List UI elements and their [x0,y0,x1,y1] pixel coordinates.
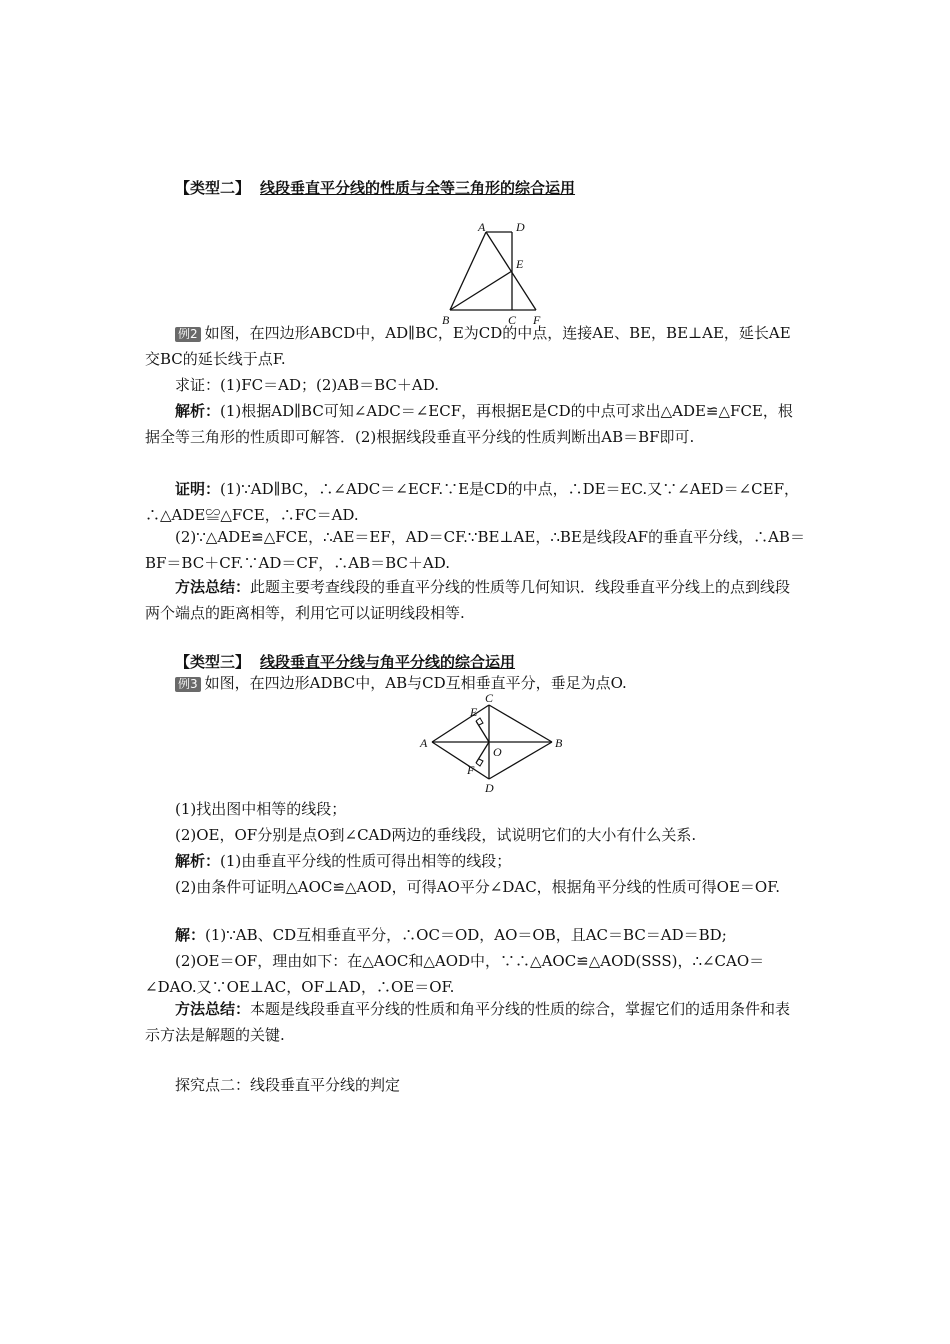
section-tag: 【类型二】 [175,179,251,197]
example-3-analysis-2: (2)由条件可证明△AOC≌△AOD，可得AO平分∠DAC，根据角平分线的性质可得OE＝OF. [175,878,781,896]
section-title: 线段垂直平分线的性质与全等三角形的综合运用 [260,179,576,197]
example-3-summary [145,996,805,1048]
explore-point-2-heading: 探究点二：线段垂直平分线的判定 [175,1076,401,1094]
solution-text: (1)∵AB、CD互相垂直平分，∴OC＝OD，AO＝OB，且AC＝BC＝AD＝BD; [205,926,727,944]
section-heading-type2 [175,176,575,200]
point-label-a: A [478,220,486,234]
point-label-d: D [485,781,494,795]
example-text: 如图，在四边形ABCD中，AD∥BC，E为CD的中点，连接AE、BE，BE⊥AE，延长AE交BC的延长线于点F. [145,324,791,368]
point-label-b: B [555,736,563,750]
summary-text: 本题是线段垂直平分线的性质和角平分线的性质的综合，掌握它们的适用条件和表示方法是解题的关键. [145,1000,791,1044]
point-label-f: F [533,313,541,327]
point-label-e: E [516,257,524,271]
example-text: 如图，在四边形ADBC中，AB与CD互相垂直平分，垂足为点O. [204,674,627,692]
point-label-e: E [470,705,478,719]
example-2-summary [145,574,805,626]
point-label-a: A [420,736,428,750]
section-title: 线段垂直平分线与角平分线的综合运用 [260,653,516,671]
point-label-c: C [508,313,517,327]
example-badge: 例2 [175,327,201,342]
example-3-solution-1 [145,922,805,948]
figure-quadrilateral-abcd [430,218,550,328]
analysis-label: 解析： [175,402,221,420]
example-2-proof-2: (2)∵△ADE≌△FCE，∴AE＝EF，AD＝CF.∵BE⊥AE，∴BE是线段AF的垂直平分线，∴AB＝BF＝BC＋CF.∵AD＝CF，∴AB＝BC＋AD. [145,528,805,572]
example-badge: 例3 [175,677,201,692]
example-3-question-2: (2)OE，OF分别是点O到∠CAD两边的垂线段，试说明它们的大小有什么关系. [175,826,697,844]
example-3-question-1: (1)找出图中相等的线段； [175,800,347,818]
example-2-proof-1 [145,476,805,528]
section-tag: 【类型三】 [175,653,251,671]
proof-label: 证明： [175,480,221,498]
example-2-analysis [145,398,805,450]
solution-label: 解： [175,926,206,944]
point-label-f: F [467,763,475,777]
analysis-text: (1)根据AD∥BC可知∠ADC＝∠ECF，再根据E是CD的中点可求出△ADE≌△FCE，根据全等三角形的性质即可解答．(2)根据线段垂直平分线的性质判断出AB＝BF即可. [145,402,793,446]
example-3-solution-2: (2)OE＝OF，理由如下：在△AOC和△AOD中，∵∴△AOC≌△AOD(SSS)，∴∠CAO＝∠DAO.又∵OE⊥AC，OF⊥AD，∴OE＝OF. [145,952,765,996]
point-label-c: C [485,694,494,705]
proof-text: (1)∵AD∥BC，∴∠ADC＝∠ECF.∵E是CD的中点，∴DE＝EC.又∵∠AED＝∠CEF，∴△ADE≌△FCE，∴FC＝AD. [145,480,799,524]
example-3-statement [145,670,805,696]
point-label-b: B [442,313,450,327]
summary-text: 此题主要考查线段的垂直平分线的性质等几何知识．线段垂直平分线上的点到线段两个端点的距离相等，利用它可以证明线段相等. [145,578,791,622]
summary-label: 方法总结： [175,1000,251,1018]
point-label-d: D [516,220,525,234]
analysis-label: 解析： [175,852,221,870]
point-label-o: O [493,745,502,759]
figure-rhombus-adbc [415,694,575,796]
summary-label: 方法总结： [175,578,251,596]
analysis-text: (1)由垂直平分线的性质可得出相等的线段； [220,852,512,870]
example-2-statement [145,320,805,372]
example-2-prove: 求证：(1)FC＝AD；(2)AB＝BC＋AD. [175,376,439,394]
example-3-analysis-1 [145,848,805,874]
